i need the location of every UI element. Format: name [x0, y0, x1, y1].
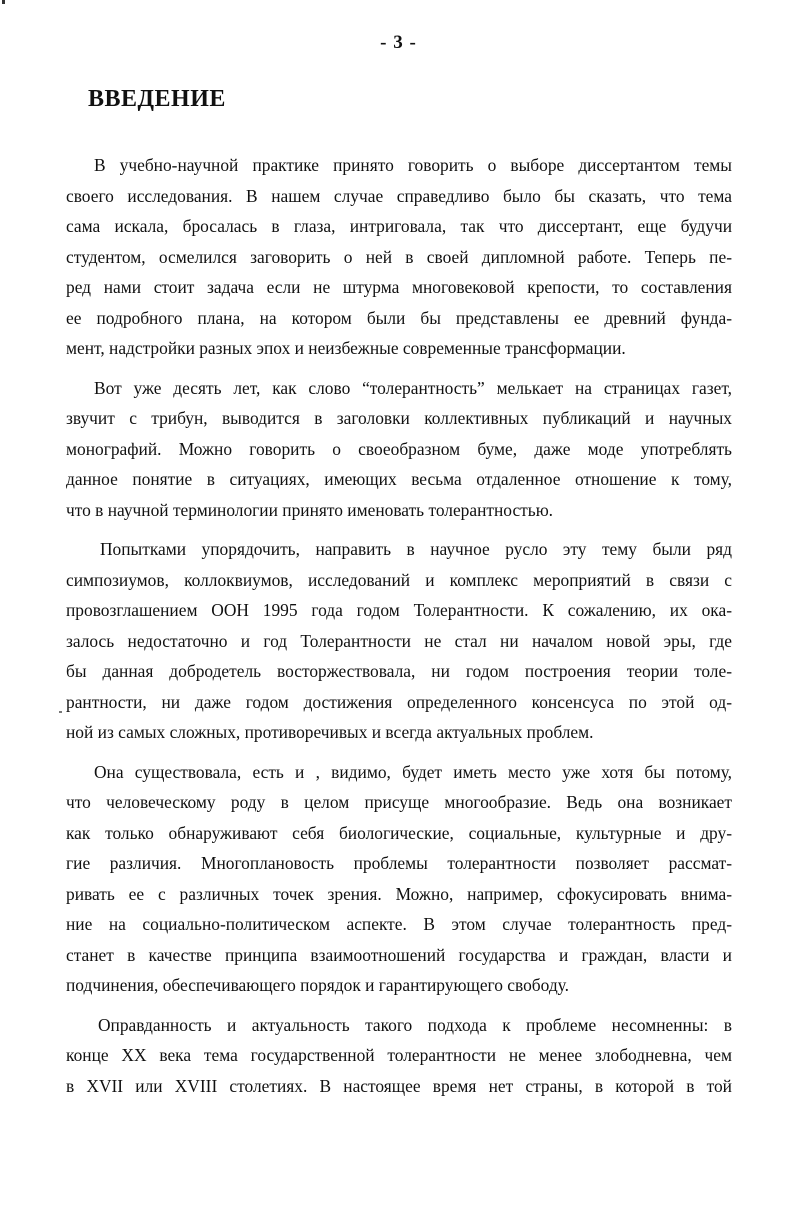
paragraph-2 [66, 373, 732, 526]
text-line: в XVII или XVIII столетиях. В настоящее время нет страны, в которой в той [66, 1075, 732, 1096]
text-line: залось недостаточно и год Толерантности не стал ни началом новой эры, где [66, 630, 732, 651]
text-line: подчинения, обеспечивающего порядок и гарантирующего свободу. [66, 975, 569, 995]
text-line: звучит с трибун, выводится в заголовки коллективных публикаций и научных [66, 408, 732, 428]
text-line: что человеческому роду в целом присуще многообразие. Ведь она возникает [66, 792, 732, 812]
paragraph-1 [66, 150, 732, 364]
scan-corner-mark [2, 0, 5, 4]
text-line: станет в качестве принципа взаимоотношений государства и граждан, власти и [66, 944, 732, 965]
body-text [66, 150, 732, 1110]
text-line: своего исследования. В нашем случае справедливо было бы сказать, что тема [66, 185, 732, 206]
text-line: Вот уже десять лет, как слово “толерантность” мелькает на страницах газет, [94, 377, 732, 398]
text-line: провозглашением ООН 1995 года годом Толерантности. К сожалению, их ока- [66, 600, 732, 620]
page-heading: ВВЕДЕНИЕ [88, 86, 226, 112]
paragraph-4 [66, 757, 732, 1001]
text-line: рантности, ни даже годом достижения определенного консенсуса по этой од- [66, 691, 732, 712]
text-line: Оправданность и актуальность такого подхода к проблеме несомненны: в [98, 1014, 732, 1035]
text-line: ее подробного плана, на котором были бы представлены ее древний фунда- [66, 307, 732, 328]
text-line: ние на социально-политическом аспекте. В этом случае толерантность пред- [66, 914, 732, 934]
text-line: монографий. Можно говорить о своеобразном буме, даже моде употреблять [66, 438, 732, 459]
text-line: как только обнаруживают себя биологические, социальные, культурные и дру- [66, 822, 732, 843]
paragraph-3 [66, 534, 732, 748]
text-line: ной из самых сложных, противоречивых и всегда актуальных проблем. [66, 722, 594, 742]
text-line: В учебно-научной практике принято говорить о выборе диссертантом темы [94, 155, 732, 175]
paragraph-5 [66, 1010, 732, 1102]
text-line: сама искала, бросалась в глаза, интриговала, так что диссертант, еще будучи [66, 216, 732, 236]
text-line: Попытками упорядочить, направить в научное русло эту тему были ряд [100, 539, 732, 559]
text-line: симпозиумов, коллоквиумов, исследований и комплекс мероприятий в связи с [66, 569, 732, 590]
text-line: мент, надстройки разных эпох и неизбежные современные трансформации. [66, 338, 626, 358]
page-number: - 3 - [380, 32, 417, 53]
text-line: студентом, осмелился заговорить о ней в своей дипломной работе. Теперь пе- [66, 246, 732, 267]
text-line: данное понятие в ситуациях, имеющих весьма отдаленное отношение к тому, [66, 469, 732, 489]
scan-dot-mark [59, 711, 62, 713]
text-line: конце XX века тема государственной толерантности не менее злободневна, чем [66, 1045, 732, 1065]
text-line: бы данная добродетель восторжествовала, ни годом построения теории толе- [66, 661, 732, 681]
text-line: гие различия. Многоплановость проблемы толерантности позволяет рассмат- [66, 853, 732, 873]
text-line: что в научной терминологии принято именовать толерантностью. [66, 499, 554, 520]
text-line: ривать ее с различных точек зрения. Можно, например, сфокусировать внима- [66, 883, 732, 904]
text-line: ред нами стоит задача если не штурма многовековой крепости, то составления [66, 277, 732, 297]
text-line: Она существовала, есть и , видимо, будет иметь место уже хотя бы потому, [94, 761, 732, 782]
